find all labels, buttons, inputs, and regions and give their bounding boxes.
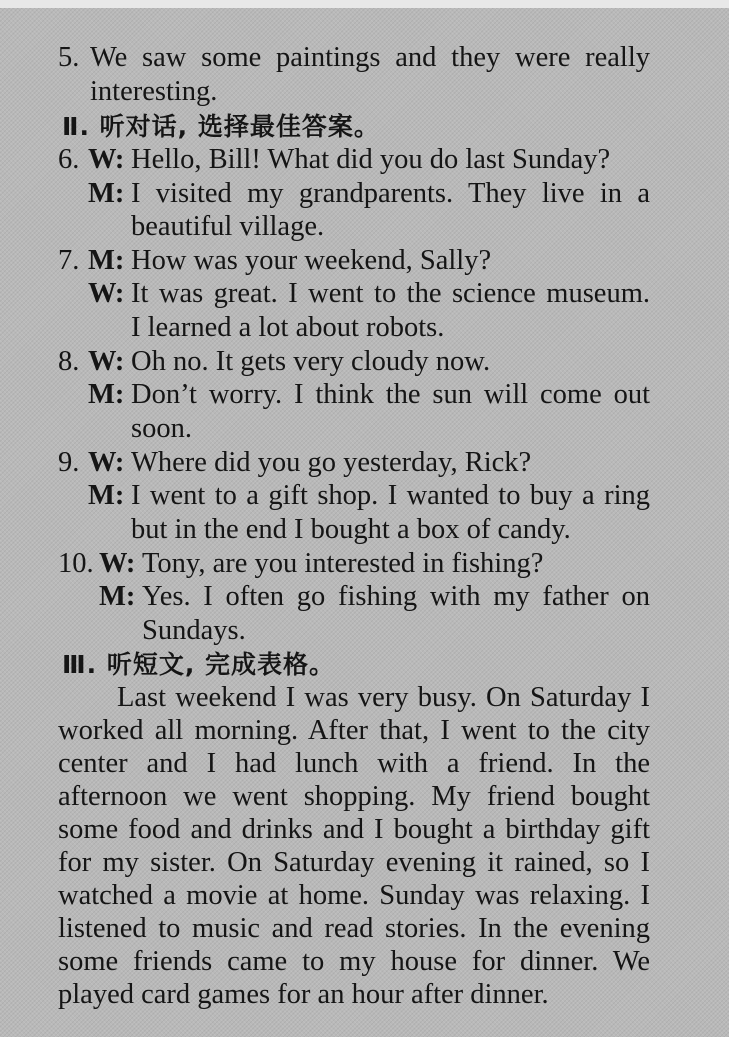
dialogue-line: Don’t worry. I think the sun will come out xyxy=(131,379,650,410)
dialogue-line: I learned a lot about robots. xyxy=(131,312,445,343)
speaker-label: W: xyxy=(88,346,125,377)
speaker-label: M: xyxy=(88,480,125,511)
speaker-label: M: xyxy=(88,178,125,209)
passage-line: some food and drinks and I bought a birthday gift xyxy=(58,814,650,845)
item-number: 5. xyxy=(58,42,80,73)
passage-line: center and I had lunch with a friend. In the xyxy=(58,748,650,779)
passage-line: worked all morning. After that, I went to the city xyxy=(58,715,650,746)
dialogue-line: but in the end I bought a box of candy. xyxy=(131,514,571,545)
dialogue-line: Hello, Bill! What did you do last Sunday? xyxy=(131,144,611,175)
item-text: interesting. xyxy=(90,76,218,107)
dialogue-number: 8. xyxy=(58,346,80,377)
section-heading: Ⅱ. 听对话, 选择最佳答案。 xyxy=(62,112,380,141)
passage-line: for my sister. On Saturday evening it rained, so I xyxy=(58,847,650,878)
dialogue-line: Where did you go yesterday, Rick? xyxy=(131,447,532,478)
dialogue-line: Oh no. It gets very cloudy now. xyxy=(131,346,491,377)
speaker-label: W: xyxy=(88,447,125,478)
dialogue-line: beautiful village. xyxy=(131,211,325,242)
dialogue-number: 6. xyxy=(58,144,80,175)
dialogue-number: 7. xyxy=(58,245,80,276)
dialogue-line: Sundays. xyxy=(142,615,246,646)
dialogue-line: I visited my grandparents. They live in a xyxy=(131,178,650,209)
item-text: We saw some paintings and they were really xyxy=(90,42,650,73)
dialogue-line: soon. xyxy=(131,413,192,444)
passage-line: some friends came to my house for dinner. We xyxy=(58,946,650,977)
dialogue-line: I went to a gift shop. I wanted to buy a ring xyxy=(131,480,650,511)
speaker-label: M: xyxy=(88,245,125,276)
passage-line: watched a movie at home. Sunday was relaxing. I xyxy=(58,880,650,911)
passage-line: played card games for an hour after dinner. xyxy=(58,979,549,1010)
dialogue-line: It was great. I went to the science museum. xyxy=(131,278,650,309)
section-heading: Ⅲ. 听短文, 完成表格。 xyxy=(62,650,336,679)
dialogue-line: How was your weekend, Sally? xyxy=(131,245,492,276)
speaker-label: W: xyxy=(99,548,136,579)
passage-line: afternoon we went shopping. My friend bought xyxy=(58,781,650,812)
passage-line: Last weekend I was very busy. On Saturday I xyxy=(117,682,650,713)
dialogue-number: 10. xyxy=(58,548,94,579)
speaker-label: W: xyxy=(88,144,125,175)
dialogue-line: Yes. I often go fishing with my father on xyxy=(142,581,650,612)
speaker-label: W: xyxy=(88,278,125,309)
speaker-label: M: xyxy=(99,581,136,612)
dialogue-line: Tony, are you interested in fishing? xyxy=(142,548,544,579)
passage-line: listened to music and read stories. In the evening xyxy=(58,913,650,944)
scan-top-edge xyxy=(0,0,729,8)
speaker-label: M: xyxy=(88,379,125,410)
dialogue-number: 9. xyxy=(58,447,80,478)
